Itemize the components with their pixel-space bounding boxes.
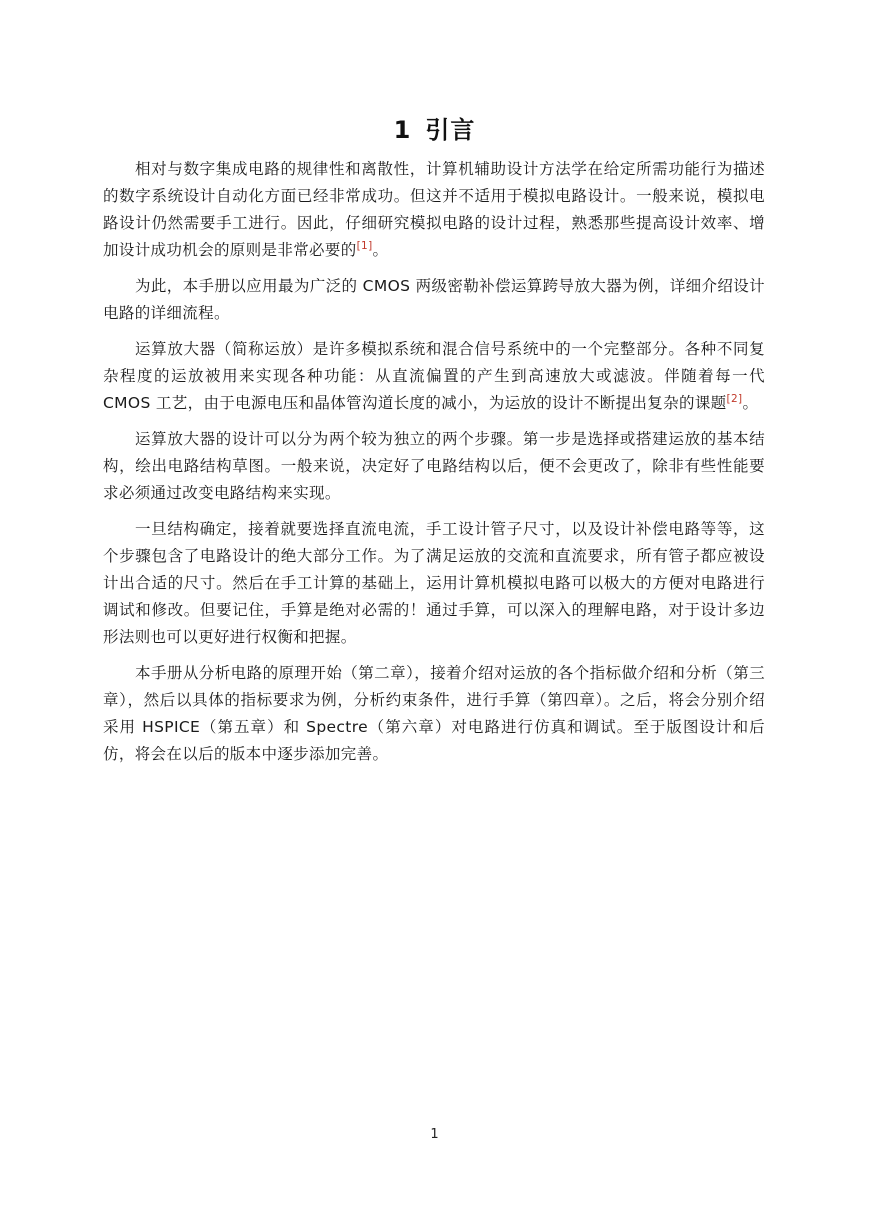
chapter-number: 1 [393,116,412,145]
paragraph-3-text-a: 运算放大器（简称运放）是许多模拟系统和混合信号系统中的一个完整部分。各种不同复杂程度的运放被用来实现各种功能：从直流偏置的产生到高速放大或滤波。伴随着每一代 [103,340,765,385]
paragraph-5: 一旦结构确定，接着就要选择直流电流，手工设计管子尺寸，以及设计补偿电路等等，这个步骤包含了电路设计的绝大部分工作。为了满足运放的交流和直流要求，所有管子都应被设计出合适的尺寸。然后在手工计算的基础上，运用计算机模拟电路可以极大的方便对电路进行调试和修改。但要记住，手算是绝对必需的！通过手算，可以深入的理解电路，对于设计多边形法则也可以更好进行权衡和把握。 [103,520,765,646]
paragraph-2 [103,273,765,327]
paragraph-3-text-b: 工艺，由于电源电压和晶体管沟道长度的减小，为运放的设计不断提出复杂的课题 [150,394,727,412]
citation-2[interactable]: [2] [726,392,743,405]
chapter-title-text: 引言 [425,116,476,145]
paragraph-6-term-spectre: Spectre [306,718,368,736]
paragraph-3 [103,336,765,417]
paragraph-1 [103,156,765,264]
citation-1[interactable]: [1] [356,239,373,252]
paragraph-3-term-cmos: CMOS [103,394,151,412]
page-number: 1 [430,1127,439,1142]
paragraph-1-end: 。 [372,241,389,259]
paragraph-2-text-a: 为此，本手册以应用最为广泛的 [135,277,363,295]
paragraph-4: 运算放大器的设计可以分为两个较为独立的两个步骤。第一步是选择或搭建运放的基本结构，绘出电路结构草图。一般来说，决定好了电路结构以后，便不会更改了，除非有些性能要求必须通过改变电路结构来实现。 [103,430,765,502]
paragraph-3-end: 。 [742,394,759,412]
body-text [103,156,765,777]
paragraph-6 [103,660,765,768]
paragraph-6-text-c: （第六章）对电路进行仿真和调试。至于版图设计和后仿，将会在以后的版本中逐步添加完善。 [103,718,765,763]
paragraph-2-term-cmos: CMOS [362,277,411,295]
paragraph-6-term-hspice: HSPICE [142,718,201,736]
paragraph-6-text-a: 本手册从分析电路的原理开始（第二章），接着介绍对运放的各个指标做介绍和分析（第三章），然后以具体的指标要求为例，分析约束条件，进行手算（第四章）。之后，将会分别介绍采用 [103,664,765,736]
paragraph-1-text: 相对与数字集成电路的规律性和离散性，计算机辅助设计方法学在给定所需功能行为描述的数字系统设计自动化方面已经非常成功。但这并不适用于模拟电路设计。一般来说，模拟电路设计仍然需要手工进行。因此，仔细研究模拟电路的设计过程，熟悉那些提高设计效率、增加设计成功机会的原则是非常必要的 [103,160,765,259]
chapter-title [0,112,869,148]
paragraph-2-text-b: 两级密勒补偿运算跨导放大器为例，详细介绍设计电路的详细流程。 [103,277,765,322]
paragraph-6-text-b: （第五章）和 [200,718,307,736]
